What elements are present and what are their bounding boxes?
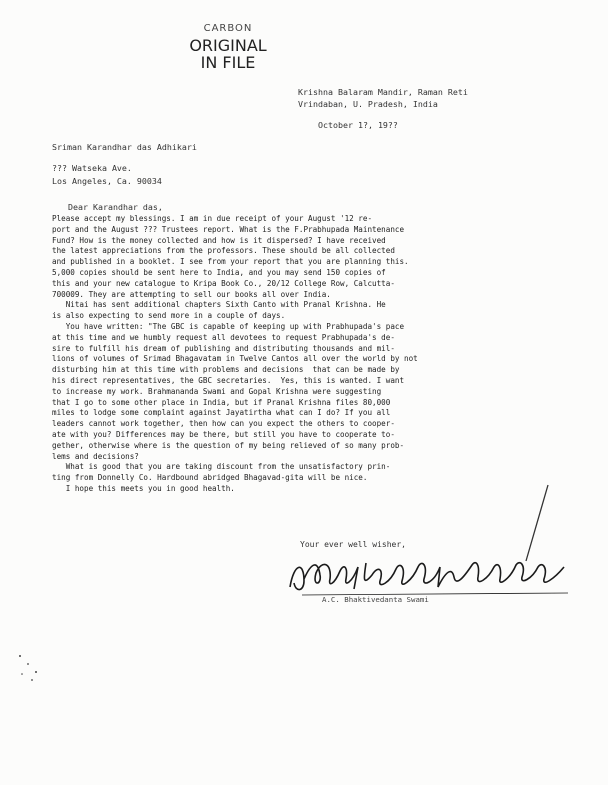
sender-address-line-1: Krishna Balaram Mandir, Raman Reti <box>298 87 468 97</box>
scan-specks <box>14 650 54 690</box>
body-line: his direct representatives, the GBC secretaries. Yes, this is wanted. I want <box>52 375 405 385</box>
stamp-line-3: IN FILE <box>200 53 256 72</box>
sender-address <box>298 86 468 110</box>
body-line: ting from Donnelly Co. Hardbound abridged Bhagavad-gita will be nice. <box>52 473 368 483</box>
recipient-street: ??? Watseka Ave. <box>52 163 132 173</box>
body-line: 5,000 copies should be sent here to India, and you may send 150 copies of <box>52 267 386 277</box>
recipient-city: Los Angeles, Ca. 90034 <box>52 176 162 186</box>
body-line: ate with you? Differences may be there, but still you have to cooperate to- <box>52 429 395 439</box>
closing-line: Your ever well wisher, <box>300 540 406 549</box>
body-line: is also expecting to send more in a couple of days. <box>52 311 286 321</box>
letter-date: October 1?, 19?? <box>318 120 398 130</box>
body-line: lions of volumes of Srimad Bhagavatam in Twelve Cantos all over the world by not <box>52 354 418 364</box>
handwritten-signature <box>282 553 582 601</box>
body-line: Nitai has sent additional chapters Sixth Canto with Pranal Krishna. He <box>52 300 386 310</box>
body-line: I hope this meets you in good health. <box>52 483 235 493</box>
body-line: to increase my work. Brahmananda Swami and Gopal Krishna were suggesting <box>52 386 382 396</box>
body-line: leaders cannot work together, then how can you expect the others to cooper- <box>52 419 395 429</box>
recipient-name: Sriman Karandhar das Adhikari <box>52 142 197 152</box>
body-line: Fund? How is the money collected and how is it dispersed? I have received <box>52 235 386 245</box>
body-line: this and your new catalogue to Kripa Book Co., 20/12 College Row, Calcutta- <box>52 278 395 288</box>
body-line: What is good that you are taking discount from the unsatisfactory prin- <box>52 462 391 472</box>
body-line: You have written: "The GBC is capable of keeping up with Prabhupada's pace <box>52 321 405 331</box>
salutation: Dear Karandhar das, <box>68 202 163 212</box>
letter-body <box>52 214 500 495</box>
body-line: lems and decisions? <box>52 451 139 461</box>
body-line: sire to fulfill his dream of publishing and distributing thousands and mil- <box>52 343 395 353</box>
signature-name: A.C. Bhaktivedanta Swami <box>322 595 429 604</box>
body-line: that I go to some other place in India, but if Pranal Krishna files 80,000 <box>52 397 391 407</box>
body-line: disturbing him at this time with problems and decisions that can be made by <box>52 365 400 375</box>
body-line: port and the August ??? Trustees report. What is the F.Prabhupada Maintenance <box>52 224 405 234</box>
stamp-line-1: CARBON <box>203 23 253 34</box>
body-line: at this time and we humbly request all devotees to request Prabhupada's de- <box>52 332 395 342</box>
body-line: miles to lodge some complaint against Jayatirtha what can I do? If you all <box>52 408 391 418</box>
carbon-original-stamp <box>178 20 278 71</box>
sender-address-line-2: Vrindaban, U. Pradesh, India <box>298 99 438 109</box>
body-line: the latest appreciations from the professors. These should be all collected <box>52 246 395 256</box>
stamp-line-2: ORIGINAL <box>189 36 267 55</box>
pen-stroke-mark <box>522 483 552 563</box>
body-line: 700009. They are attempting to sell our books all over India. <box>52 289 331 299</box>
body-line: Please accept my blessings. I am in due receipt of your August '12 re- <box>52 214 373 223</box>
body-line: and published in a booklet. I see from your report that you are planning this. <box>52 257 409 267</box>
body-line: gether, otherwise where is the question of my being relieved of so many prob- <box>52 440 405 450</box>
